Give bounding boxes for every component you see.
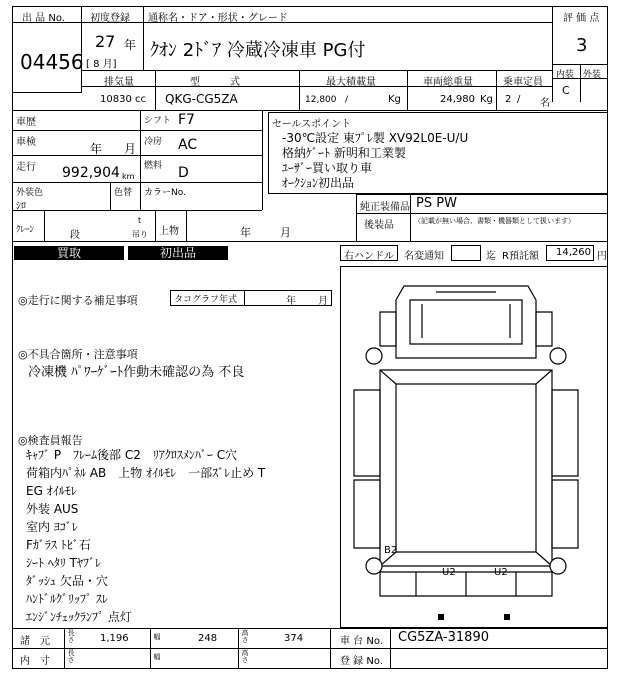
- inspector-title: ◎検査員報告: [18, 434, 83, 447]
- recycle-amount: 14,260: [556, 247, 591, 258]
- until-label: 迄: [486, 251, 496, 262]
- first-listing-badge: 初出品: [128, 246, 228, 260]
- color-no-label: カラーNo.: [144, 188, 186, 198]
- chassis-label: 車 台 No.: [340, 636, 383, 647]
- length-label: 長 さ: [67, 649, 75, 664]
- name-label: 通称名・ドア・形状・グレード: [148, 13, 288, 24]
- registration-label: 登 録 No.: [340, 656, 383, 667]
- fuel: D: [178, 165, 189, 181]
- equipment-label: 純正装備品: [360, 202, 410, 213]
- inspection-year-unit: 年: [90, 142, 103, 156]
- lot-label: 出 品 No.: [22, 13, 65, 24]
- dims-label: 諸 元: [20, 636, 50, 647]
- recycle-label: R預託額: [502, 251, 539, 262]
- max-load-label: 最大積載量: [326, 77, 376, 88]
- inspector-line: 外装 AUS: [26, 502, 79, 516]
- purchase-badge: 買取: [14, 246, 124, 260]
- model-label: 型 式: [190, 77, 240, 88]
- inspector-line: 荷箱内ﾊﾟﾈﾙ AB 上物 ｵｲﾙﾓﾚ 一部ｽﾞﾚ止め T: [26, 466, 266, 480]
- yen-unit: 円: [597, 251, 607, 262]
- crane-stage-unit: 段: [70, 230, 80, 241]
- displacement: 10830: [100, 94, 132, 105]
- lot-number: 04456: [20, 50, 84, 74]
- sales-point-line: ﾕｰｻﾞｰ買い取り車: [282, 161, 373, 175]
- defects-title: ◎不具合箇所・注意事項: [18, 348, 138, 361]
- width-value: 248: [198, 633, 218, 644]
- shift: F7: [178, 112, 195, 128]
- tachograph-label: タコグラフ年式: [174, 295, 238, 305]
- crane-hook-label: 吊り: [132, 230, 148, 239]
- max-load: 12,800: [305, 95, 337, 105]
- mileage: 992,904: [62, 165, 120, 181]
- weight-unit: Kg: [480, 94, 493, 105]
- color: ｼﾛ: [16, 201, 26, 212]
- model: QKG-CG5ZA: [165, 92, 238, 106]
- grade-label: 評 価 点: [563, 13, 600, 24]
- name-change-label: 名変通知: [404, 251, 444, 262]
- first-reg-label: 初度登録: [90, 13, 130, 24]
- shift-label: シフト: [144, 116, 172, 126]
- ac: AC: [178, 137, 198, 153]
- inspector-line: ｷｬﾌﾞ P ﾌﾚｰﾑ後部 C2 ﾘｱｸﾛｽﾒﾝﾊﾞｰ C穴: [26, 448, 238, 462]
- reg-month: [ 8 月]: [86, 59, 117, 70]
- supplement-title: ◎走行に関する補足事項: [18, 294, 138, 307]
- year-unit: 年: [124, 38, 137, 52]
- color-change-label: 色替: [114, 188, 133, 198]
- height-label: 高 さ: [241, 649, 249, 664]
- inspector-line: ﾀﾞｯｼｭ 欠品・穴: [26, 574, 108, 588]
- displacement-unit: cc: [135, 94, 146, 105]
- diagram-mark-b2: B2: [384, 545, 398, 556]
- gross-weight: 24,980: [440, 94, 475, 105]
- displacement-label: 排気量: [104, 77, 134, 88]
- interior-grade: C: [562, 84, 570, 97]
- upper-month-unit: 月: [280, 226, 291, 239]
- mileage-label: 走行: [16, 162, 36, 173]
- tacho-year-unit: 年: [286, 296, 296, 307]
- inspector-line: EG ｵｲﾙﾓﾚ: [26, 484, 77, 498]
- capacity-label: 乗車定員: [503, 77, 543, 88]
- sales-point-line: ｵｰｸｼｮﾝ初出品: [282, 176, 355, 190]
- inspector-line: Fｶﾞﾗｽ ﾄﾋﾞ石: [26, 538, 91, 552]
- inspection-label: 車検: [16, 137, 36, 148]
- vehicle-name: ｸｵﾝ 2ﾄﾞｱ 冷蔵冷凍車 PG付: [150, 40, 366, 61]
- load-unit: Kg: [388, 94, 401, 105]
- mileage-unit: km: [122, 172, 135, 181]
- crane-ton-unit: t: [138, 216, 142, 225]
- sales-point-line: -30℃設定 東ﾌﾟﾚ製 XV92L0E-U/U: [282, 131, 469, 145]
- inspection-month-unit: 月: [124, 142, 137, 156]
- interior-grade-label: 内装: [556, 70, 575, 80]
- inspector-line: ｴﾝｼﾞﾝﾁｪｯｸﾗﾝﾌﾟ 点灯: [26, 610, 132, 624]
- capacity: 2: [505, 94, 512, 105]
- equipment: PS PW: [416, 196, 457, 211]
- upper-label: 上物: [159, 226, 179, 237]
- aftermarket-label: 後装品: [364, 220, 394, 231]
- sales-point-line: 格納ｹﾞｰﾄ 新明和工業製: [282, 146, 406, 160]
- tacho-month-unit: 月: [318, 296, 328, 307]
- right-handle: 右ハンドル: [344, 251, 394, 262]
- width-label: 幅: [153, 633, 161, 641]
- gross-weight-label: 車両総重量: [423, 77, 473, 88]
- chassis-number: CG5ZA-31890: [398, 630, 489, 645]
- capacity-unit: 名: [540, 98, 550, 109]
- reg-year: 27: [95, 32, 116, 51]
- grade-value: 3: [576, 35, 588, 56]
- color-label: 外装色: [16, 188, 44, 198]
- crane-label: ｸﾚｰﾝ: [16, 225, 35, 235]
- diagram-mark-u2: U2: [494, 567, 508, 578]
- history-label: 車歴: [16, 117, 36, 128]
- inspector-line: ｼｰﾄ ﾍﾀﾘ Tﾔﾌﾞﾚ: [26, 556, 101, 570]
- ac-label: 冷房: [144, 137, 163, 147]
- name-change-box: [451, 245, 481, 261]
- interior-dims-label: 内 寸: [20, 656, 50, 667]
- length-value: 1,196: [100, 633, 129, 644]
- length-label: 長 さ: [67, 629, 75, 644]
- upper-year-unit: 年: [240, 226, 251, 239]
- exterior-grade-label: 外装: [583, 70, 602, 80]
- diagram-mark-u2: U2: [442, 567, 456, 578]
- truck-diagram: [340, 266, 608, 628]
- inspector-line: 室内 ﾖｺﾞﾚ: [26, 520, 78, 534]
- height-value: 374: [284, 633, 304, 644]
- defect-line: 冷凍機 ﾊﾟﾜｰｹﾞｰﾄ作動未確認の為 不良: [28, 365, 245, 380]
- inspector-line: ﾊﾝﾄﾞﾙｸﾞﾘｯﾌﾟ ｽﾚ: [26, 592, 108, 606]
- width-label: 幅: [153, 653, 161, 661]
- height-label: 高 さ: [241, 629, 249, 644]
- fuel-label: 燃料: [144, 161, 163, 171]
- sales-points-title: セールスポイント: [272, 119, 352, 130]
- aftermarket-note: （記載が無い場合、書類・機器類として扱います）: [414, 217, 575, 225]
